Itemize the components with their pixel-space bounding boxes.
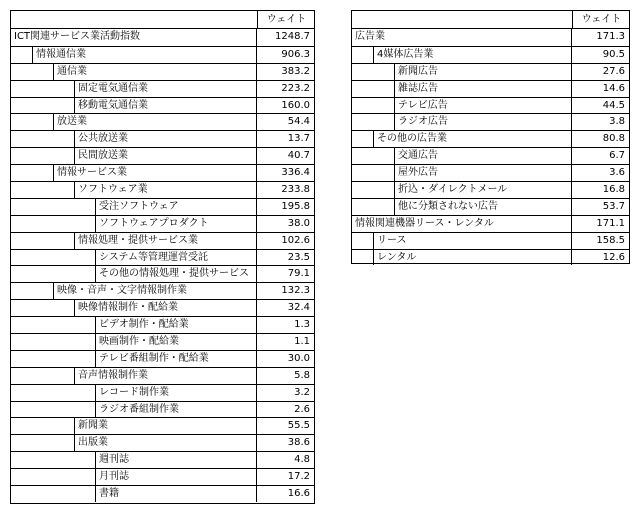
row-weight-value: 55.5 <box>256 418 314 434</box>
table-row <box>352 164 629 181</box>
row-weight-value: 23.5 <box>256 250 314 266</box>
row-weight-value: 6.7 <box>571 148 629 164</box>
table-row <box>352 46 629 63</box>
row-weight-value: 17.2 <box>256 469 314 485</box>
table-row <box>11 130 314 147</box>
table-row <box>11 29 314 46</box>
right-weight-table <box>351 10 630 264</box>
table-row <box>11 181 314 198</box>
row-weight-value: 383.2 <box>256 64 314 80</box>
row-label: 固定電気通信業 <box>74 81 256 97</box>
table-row <box>352 232 629 249</box>
table-row <box>352 249 629 266</box>
row-weight-value: 30.0 <box>256 351 314 367</box>
row-label: その他の情報処理・提供サービス <box>95 266 256 282</box>
table-row <box>11 417 314 434</box>
row-label: 放送業 <box>53 114 256 130</box>
table-row <box>11 316 314 333</box>
row-label: その他の広告業 <box>373 131 571 147</box>
row-label: 4媒体広告業 <box>373 47 571 63</box>
row-weight-value: 12.6 <box>571 250 629 266</box>
table-row <box>11 80 314 97</box>
row-label: 新聞業 <box>74 418 256 434</box>
row-weight-value: 40.7 <box>256 148 314 164</box>
row-weight-value: 171.3 <box>571 29 629 46</box>
row-weight-value: 160.0 <box>256 98 314 114</box>
row-label: 受注ソフトウェア <box>95 199 256 215</box>
table-row <box>11 333 314 350</box>
table-row <box>352 130 629 147</box>
row-weight-value: 16.8 <box>571 182 629 198</box>
row-label: 通信業 <box>53 64 256 80</box>
table-row <box>352 80 629 97</box>
row-weight-value: 3.2 <box>256 385 314 401</box>
row-weight-value: 171.1 <box>571 216 629 232</box>
row-label: テレビ広告 <box>394 98 571 114</box>
row-label: 新聞広告 <box>394 64 571 80</box>
row-label: 月刊誌 <box>95 469 256 485</box>
table-row <box>352 181 629 198</box>
row-label: 他に分類されない広告 <box>394 199 571 215</box>
row-weight-value: 1.3 <box>256 317 314 333</box>
row-label: 交通広告 <box>394 148 571 164</box>
row-weight-value: 27.6 <box>571 64 629 80</box>
row-label: 移動電気通信業 <box>74 98 256 114</box>
table-row <box>352 113 629 130</box>
weight-column-header: ウェイト <box>572 11 630 28</box>
row-weight-value: 44.5 <box>571 98 629 114</box>
row-weight-value: 195.8 <box>256 199 314 215</box>
row-label: ソフトウェア業 <box>74 182 256 198</box>
table-row <box>11 384 314 401</box>
row-label: 映像・音声・文字情報制作業 <box>53 283 256 299</box>
row-weight-value: 13.7 <box>256 131 314 147</box>
row-weight-value: 3.8 <box>571 114 629 130</box>
row-label: 広告業 <box>355 31 385 42</box>
left-table-header <box>11 11 314 29</box>
row-label: 屋外広告 <box>394 165 571 181</box>
row-label: 出版業 <box>74 435 256 451</box>
row-label: 情報サービス業 <box>53 165 256 181</box>
table-row <box>11 164 314 181</box>
table-row <box>352 97 629 114</box>
row-label: 折込・ダイレクトメール <box>394 182 571 198</box>
table-row <box>11 401 314 418</box>
row-weight-value: 90.5 <box>571 47 629 63</box>
table-row <box>11 147 314 164</box>
table-row <box>11 282 314 299</box>
row-label: 音声情報制作業 <box>74 368 256 384</box>
table-row <box>11 46 314 63</box>
row-weight-value: 336.4 <box>256 165 314 181</box>
row-label: ビデオ制作・配給業 <box>95 317 256 333</box>
row-weight-value: 223.2 <box>256 81 314 97</box>
table-row <box>11 232 314 249</box>
table-row <box>352 215 629 232</box>
row-weight-value: 79.1 <box>256 266 314 282</box>
row-label: 民間放送業 <box>74 148 256 164</box>
row-label: 週刊誌 <box>95 452 256 468</box>
row-label: ラジオ番組制作業 <box>95 402 256 418</box>
table-row <box>11 451 314 468</box>
table-row <box>11 468 314 485</box>
row-weight-value: 16.6 <box>256 486 314 502</box>
right-table-header <box>352 11 629 29</box>
row-weight-value: 132.3 <box>256 283 314 299</box>
table-row <box>11 113 314 130</box>
row-label: 情報通信業 <box>32 47 256 63</box>
row-label: テレビ番組制作・配給業 <box>95 351 256 367</box>
row-label: リース <box>373 233 571 249</box>
table-row <box>11 265 314 282</box>
row-weight-value: 158.5 <box>571 233 629 249</box>
row-label: 映画制作・配給業 <box>95 334 256 350</box>
table-row <box>352 29 629 46</box>
row-weight-value: 906.3 <box>256 47 314 63</box>
table-row <box>352 198 629 215</box>
row-weight-value: 233.8 <box>256 182 314 198</box>
row-label: システム等管理運営受託 <box>95 250 256 266</box>
row-label: 映像情報制作・配給業 <box>74 300 256 316</box>
table-row <box>352 147 629 164</box>
row-label: ICT関連サービス業活動指数 <box>14 31 141 42</box>
row-label: ソフトウェアプロダクト <box>95 216 256 232</box>
row-weight-value: 1.1 <box>256 334 314 350</box>
table-row <box>11 434 314 451</box>
table-row <box>11 299 314 316</box>
right-table-body <box>352 29 629 265</box>
table-row <box>11 198 314 215</box>
row-weight-value: 38.0 <box>256 216 314 232</box>
weight-column-header: ウェイト <box>257 11 315 28</box>
table-row <box>11 367 314 384</box>
table-row <box>11 485 314 502</box>
row-weight-value: 32.4 <box>256 300 314 316</box>
table-row <box>352 63 629 80</box>
row-weight-value: 1248.7 <box>256 29 314 46</box>
row-weight-value: 53.7 <box>571 199 629 215</box>
row-weight-value: 38.6 <box>256 435 314 451</box>
row-label: 公共放送業 <box>74 131 256 147</box>
row-label: ラジオ広告 <box>394 114 571 130</box>
row-weight-value: 80.8 <box>571 131 629 147</box>
row-label: 情報関連機器リース・レンタル <box>355 217 494 229</box>
row-weight-value: 3.6 <box>571 165 629 181</box>
row-label: レンタル <box>373 250 571 266</box>
left-table-body <box>11 29 314 502</box>
row-weight-value: 2.6 <box>256 402 314 418</box>
row-weight-value: 102.6 <box>256 233 314 249</box>
row-weight-value: 14.6 <box>571 81 629 97</box>
left-weight-table <box>10 10 315 504</box>
row-label: 情報処理・提供サービス業 <box>74 233 256 249</box>
table-row <box>11 249 314 266</box>
row-weight-value: 4.8 <box>256 452 314 468</box>
table-row <box>11 350 314 367</box>
row-weight-value: 54.4 <box>256 114 314 130</box>
row-weight-value: 5.8 <box>256 368 314 384</box>
row-label: 書籍 <box>95 486 256 502</box>
table-row <box>11 97 314 114</box>
row-label: レコード制作業 <box>95 385 256 401</box>
table-row <box>11 215 314 232</box>
table-row <box>11 63 314 80</box>
row-label: 雑誌広告 <box>394 81 571 97</box>
